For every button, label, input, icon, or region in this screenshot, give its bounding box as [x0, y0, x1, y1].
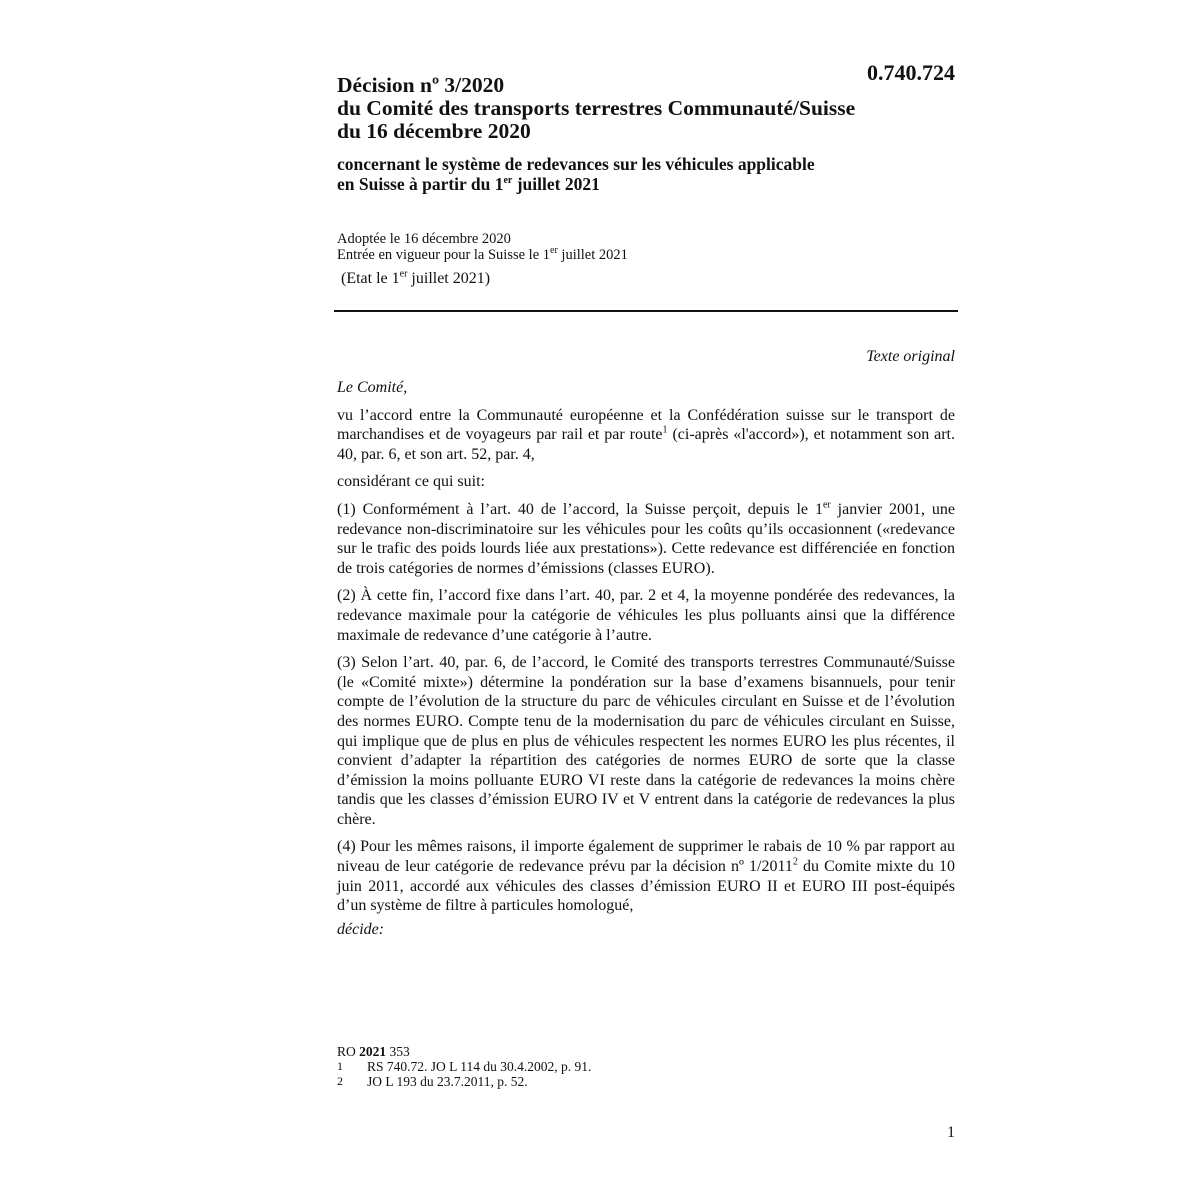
entry-text-b: juillet 2021	[557, 247, 628, 263]
recital-1-sup: er	[822, 499, 831, 511]
recital-1	[337, 500, 955, 578]
decides-label: décide:	[337, 920, 385, 938]
status-text-a: (Etat le 1	[341, 270, 400, 287]
title-line-2: du Comité des transports terrestres Communauté/Suisse	[337, 96, 856, 120]
vu-text-b: (ci-après «l'accord»), et notamment son art. 40, par. 6, et son art. 52, par. 4,	[337, 426, 955, 463]
footnotes	[337, 1044, 957, 1089]
entry-text-a: Entrée en vigueur pour la Suisse le 1	[337, 247, 551, 263]
committee-intro: Le Comité,	[337, 379, 408, 396]
header-divider	[334, 310, 958, 312]
original-text-label: Texte original	[866, 348, 955, 365]
subtitle-line-1: concernant le système de redevances sur les véhicules applicable	[337, 154, 815, 174]
ro-prefix: RO	[337, 1044, 360, 1059]
subtitle-line-2b: juillet 2021	[512, 174, 600, 194]
page-number: 1	[947, 1124, 955, 1141]
recital-4-text-b: du Comite mixte du 10 juin 2011, accordé aux véhicules des classes d’émission EURO II et EURO III post-équipés d’un système de filtre à particules homologué,	[337, 858, 956, 915]
ro-page: 353	[386, 1044, 410, 1059]
footnote-1-text: RS 740.72. JO L 114 du 30.4.2002, p. 91.	[367, 1059, 592, 1074]
decision-title	[337, 74, 957, 143]
vu-paragraph	[337, 406, 955, 465]
recital-2: (2) À cette fin, l’accord fixe dans l’art. 40, par. 2 et 4, la moyenne pondérée des redevances, la redevance maximale pour la catégorie de véhicules les plus polluants ainsi que la différence maximale de redevance d’une catégorie à l’autre.	[337, 587, 955, 644]
considering-paragraph: considérant ce qui suit:	[337, 473, 485, 491]
ro-reference	[337, 1044, 957, 1059]
subtitle-sup: er	[503, 175, 513, 187]
recital-1-text-b: janvier 2001, une redevance non-discriminatoire sur les véhicules pour les coûts qu’ils occasionnent («redevance sur le trafic des poids lourds liée aux prestations»). Cette redevance est différenciée en fonction de trois catégories de normes d’émissions (classes EURO).	[337, 500, 956, 577]
recital-1-text-a: (1) Conformément à l’art. 40 de l’accord, la Suisse perçoit, depuis le 1	[337, 500, 823, 518]
footnote-1	[337, 1059, 957, 1074]
status-date	[341, 270, 961, 288]
document-body	[337, 378, 955, 947]
status-sup: er	[399, 268, 408, 280]
title-line-1: Décision nº 3/2020	[337, 73, 505, 97]
recital-4-text-a: (4) Pour les mêmes raisons, il importe également de supprimer le rabais de 10 % par rapport au niveau de leur catégorie de redevance prévu par la décision nº 1/2011	[337, 838, 955, 876]
footnote-2	[337, 1074, 957, 1089]
decision-subtitle	[337, 154, 957, 194]
footnote-ref-2[interactable]: 2	[792, 856, 798, 868]
entry-sup: er	[550, 245, 558, 257]
entry-into-force	[337, 247, 957, 263]
adopted-date: Adoptée le 16 décembre 2020	[337, 231, 511, 247]
vu-text-a: vu l’accord entre la Communauté européenne et la Confédération suisse sur le transport de marchandises et de voyageurs par rail et par route	[337, 406, 955, 444]
footnote-ref-1[interactable]: 1	[662, 424, 668, 436]
recital-3: (3) Selon l’art. 40, par. 6, de l’accord, le Comité des transports terrestres Communauté/Suisse (le «Comité mixte») détermine la pondération sur la base d’examens bisannuels, pour tenir compte de l’évolution de la structure du parc de véhicules circulant en Suisse et de l’évolution des normes EURO. Compte tenu de la modernisation du parc de véhicules circulant en Suisse, qui implique que de plus en plus de véhicules respectent les normes EURO les plus récentes, il convient d’adapter la répartition des catégories de normes EURO de sorte que la classe d’émission la moins polluante EURO VI reste dans la catégorie de redevances la moins chère tandis que les classes d’émission EURO IV et V entrent dans la catégorie de redevances la plus chère.	[337, 654, 955, 828]
adoption-info	[337, 231, 957, 263]
recital-4	[337, 837, 955, 915]
ro-year: 2021	[359, 1044, 387, 1059]
footnote-2-text: JO L 193 du 23.7.2011, p. 52.	[367, 1074, 528, 1089]
sr-number: 0.740.724	[867, 60, 955, 85]
subtitle-line-2a: en Suisse à partir du 1	[337, 174, 504, 194]
status-text-b: juillet 2021)	[407, 270, 491, 287]
footnote-1-number: 1	[337, 1059, 343, 1073]
footnote-2-number: 2	[337, 1074, 343, 1088]
title-line-3: du 16 décembre 2020	[337, 119, 531, 143]
